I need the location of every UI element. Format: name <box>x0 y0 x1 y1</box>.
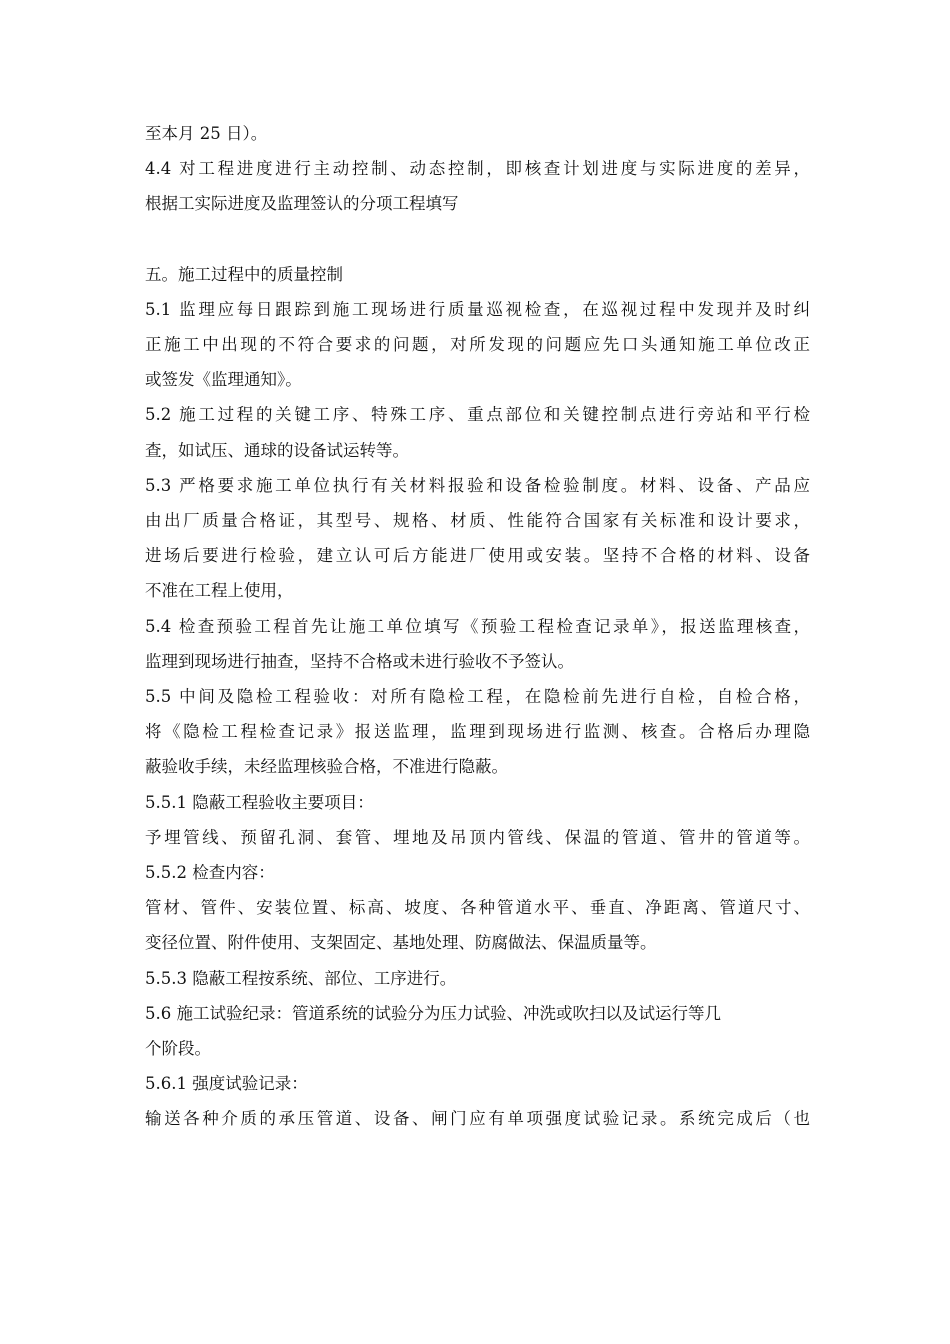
text-line: 个阶段。 <box>145 1039 211 1059</box>
text-line: 或签发《监理通知》。 <box>145 370 302 390</box>
text-line: 输送各种介质的承压管道、设备、闸门应有单项强度试验记录。系统完成后（也 <box>145 1109 810 1129</box>
text-line: 至本月 25 日）。 <box>145 124 268 143</box>
section-heading: 五。施工过程中的质量控制 <box>145 264 343 284</box>
text-line: 5.5 中间及隐检工程验收：对所有隐检工程，在隐检前先进行自检，自检合格， <box>145 687 810 707</box>
text-line: 5.3 严格要求施工单位执行有关材料报验和设备检验制度。材料、设备、产品应 <box>145 475 810 495</box>
text-line: 进场后要进行检验，建立认可后方能进厂使用或安装。坚持不合格的材料、设备 <box>145 546 810 566</box>
text-line: 管材、管件、安装位置、标高、坡度、各种管道水平、垂直、净距离、管道尺寸、 <box>145 898 810 918</box>
text-line: 正施工中出现的不符合要求的问题，对所发现的问题应先口头通知施工单位改正 <box>145 335 810 355</box>
text-line: 蔽验收手续，未经监理核验合格，不准进行隐蔽。 <box>145 757 508 777</box>
text-line: 变径位置、附件使用、支架固定、基地处理、防腐做法、保温质量等。 <box>145 933 657 953</box>
text-line: 根据工实际进度及监理签认的分项工程填写 <box>145 194 459 214</box>
text-line: 4.4 对工程进度进行主动控制、动态控制，即核查计划进度与实际进度的差异， <box>145 159 810 179</box>
blank-line <box>145 222 810 257</box>
document-body <box>145 116 810 1137</box>
text-line: 5.5.3 隐蔽工程按系统、部位、工序进行。 <box>145 968 457 988</box>
text-line: 5.5.2 检查内容： <box>145 863 275 883</box>
text-line: 5.6.1 强度试验记录： <box>145 1074 308 1094</box>
text-line: 予埋管线、预留孔洞、套管、埋地及吊顶内管线、保温的管道、管井的管道等。 <box>145 827 810 847</box>
text-line: 5.4 检查预验工程首先让施工单位填写《预验工程检查记录单》，报送监理核查， <box>145 616 810 636</box>
text-line: 将《隐检工程检查记录》报送监理，监理到现场进行监测、核查。合格后办理隐 <box>145 722 810 742</box>
text-line: 5.5.1 隐蔽工程验收主要项目： <box>145 792 374 812</box>
text-line: 由出厂质量合格证，其型号、规格、材质、性能符合国家有关标准和设计要求， <box>145 511 810 531</box>
text-line: 5.6 施工试验纪录：管道系统的试验分为压力试验、冲洗或吹扫以及试运行等几 <box>145 1003 721 1023</box>
text-line: 查，如试压、通球的设备试运转等。 <box>145 440 409 460</box>
text-line: 5.1 监理应每日跟踪到施工现场进行质量巡视检查，在巡视过程中发现并及时纠 <box>145 299 810 319</box>
text-line: 不准在工程上使用， <box>145 581 294 601</box>
text-line: 5.2 施工过程的关键工序、特殊工序、重点部位和关键控制点进行旁站和平行检 <box>145 405 810 425</box>
text-line: 监理到现场进行抽查，坚持不合格或未进行验收不予签认。 <box>145 651 574 671</box>
